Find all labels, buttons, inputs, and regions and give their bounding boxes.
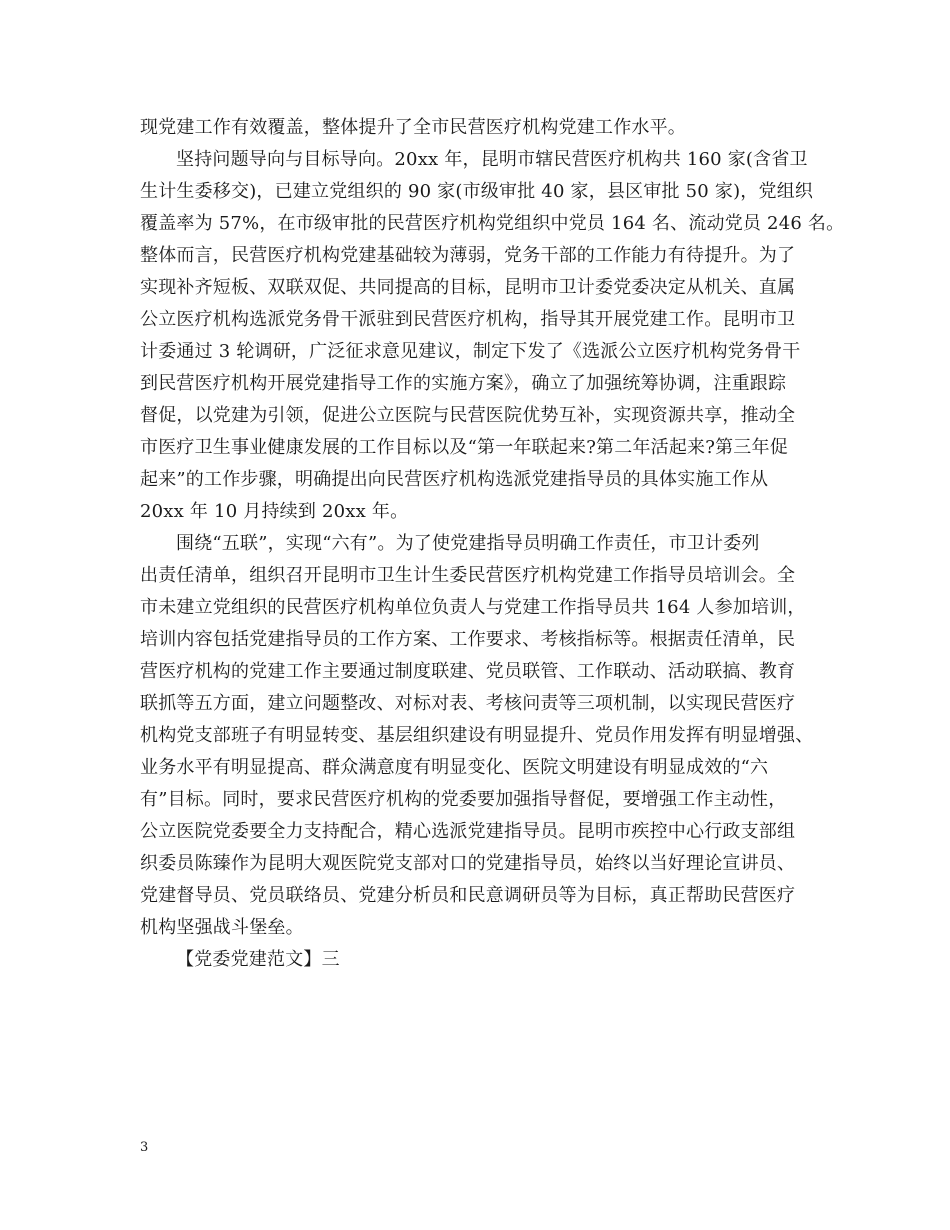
- text-line: 计委通过 3 轮调研，广泛征求意见建议，制定下发了《选派公立医疗机构党务骨干: [140, 341, 801, 362]
- text-line: 覆盖率为 57%，在市级审批的民营医疗机构党组织中党员 164 名、流动党员 246 名。: [140, 213, 845, 234]
- text-line: 整体而言，民营医疗机构党建基础较为薄弱，党务干部的工作能力有待提升。为了: [140, 245, 796, 266]
- paragraph-start-line: 坚持问题导向与目标导向。20xx 年，昆明市辖民营医疗机构共 160 家(含省卫: [176, 149, 808, 170]
- text-line: 联抓等五方面，建立问题整改、对标对表、考核问责等三项机制，以实现民营医疗: [140, 693, 796, 714]
- text-line: 公立医疗机构选派党务骨干派驻到民营医疗机构，指导其开展党建工作。昆明市卫: [140, 309, 796, 330]
- text-line: 织委员陈臻作为昆明大观医院党支部对口的党建指导员，始终以当好理论宣讲员、: [140, 853, 796, 874]
- text-line: 培训内容包括党建指导员的工作方案、工作要求、考核指标等。根据责任清单，民: [140, 629, 796, 650]
- text-line: 市未建立党组织的民营医疗机构单位负责人与党建工作指导员共 164 人参加培训，: [140, 597, 806, 618]
- body-text: [140, 112, 845, 976]
- paragraph-start-line: 围绕“五联”，实现“六有”。为了使党建指导员明确工作责任，市卫计委列: [176, 533, 760, 554]
- text-line: 业务水平有明显提高、群众满意度有明显变化、医院文明建设有明显成效的“六: [140, 757, 769, 778]
- text-line: 市医疗卫生事业健康发展的工作目标以及“第一年联起来?第二年活起来?第三年促: [140, 437, 788, 458]
- text-line: 有”目标。同时，要求民营医疗机构的党委要加强指导督促，要增强工作主动性，: [140, 789, 787, 810]
- text-line: 到民营医疗机构开展党建指导工作的实施方案》，确立了加强统筹协调，注重跟踪: [140, 373, 787, 394]
- text-line: 机构坚强战斗堡垒。: [140, 917, 304, 938]
- section-heading: 【党委党建范文】三: [176, 949, 340, 970]
- text-line: 机构党支部班子有明显转变、基层组织建设有明显提升、党员作用发挥有明显增强、: [140, 725, 814, 746]
- text-line: 出责任清单，组织召开昆明市卫生计生委民营医疗机构党建工作指导员培训会。全: [140, 565, 796, 586]
- text-line: 生计生委移交)，已建立党组织的 90 家(市级审批 40 家，县区审批 50 家)，党组织: [140, 181, 814, 202]
- text-line: 督促，以党建为引领，促进公立医院与民营医院优势互补，实现资源共享，推动全: [140, 405, 796, 426]
- text-line: 实现补齐短板、双联双促、共同提高的目标，昆明市卫计委党委决定从机关、直属: [140, 277, 796, 298]
- text-line: 现党建工作有效覆盖，整体提升了全市民营医疗机构党建工作水平。: [140, 117, 686, 138]
- text-line: 党建督导员、党员联络员、党建分析员和民意调研员等为目标，真正帮助民营医疗: [140, 885, 796, 906]
- page-number: 3: [140, 1140, 149, 1155]
- text-line: 营医疗机构的党建工作主要通过制度联建、党员联管、工作联动、活动联搞、教育: [140, 661, 796, 682]
- text-line: 20xx 年 10 月持续到 20xx 年。: [140, 501, 409, 522]
- text-line: 起来”的工作步骤，明确提出向民营医疗机构选派党建指导员的具体实施工作从: [140, 469, 769, 490]
- text-line: 公立医院党委要全力支持配合，精心选派党建指导员。昆明市疾控中心行政支部组: [140, 821, 796, 842]
